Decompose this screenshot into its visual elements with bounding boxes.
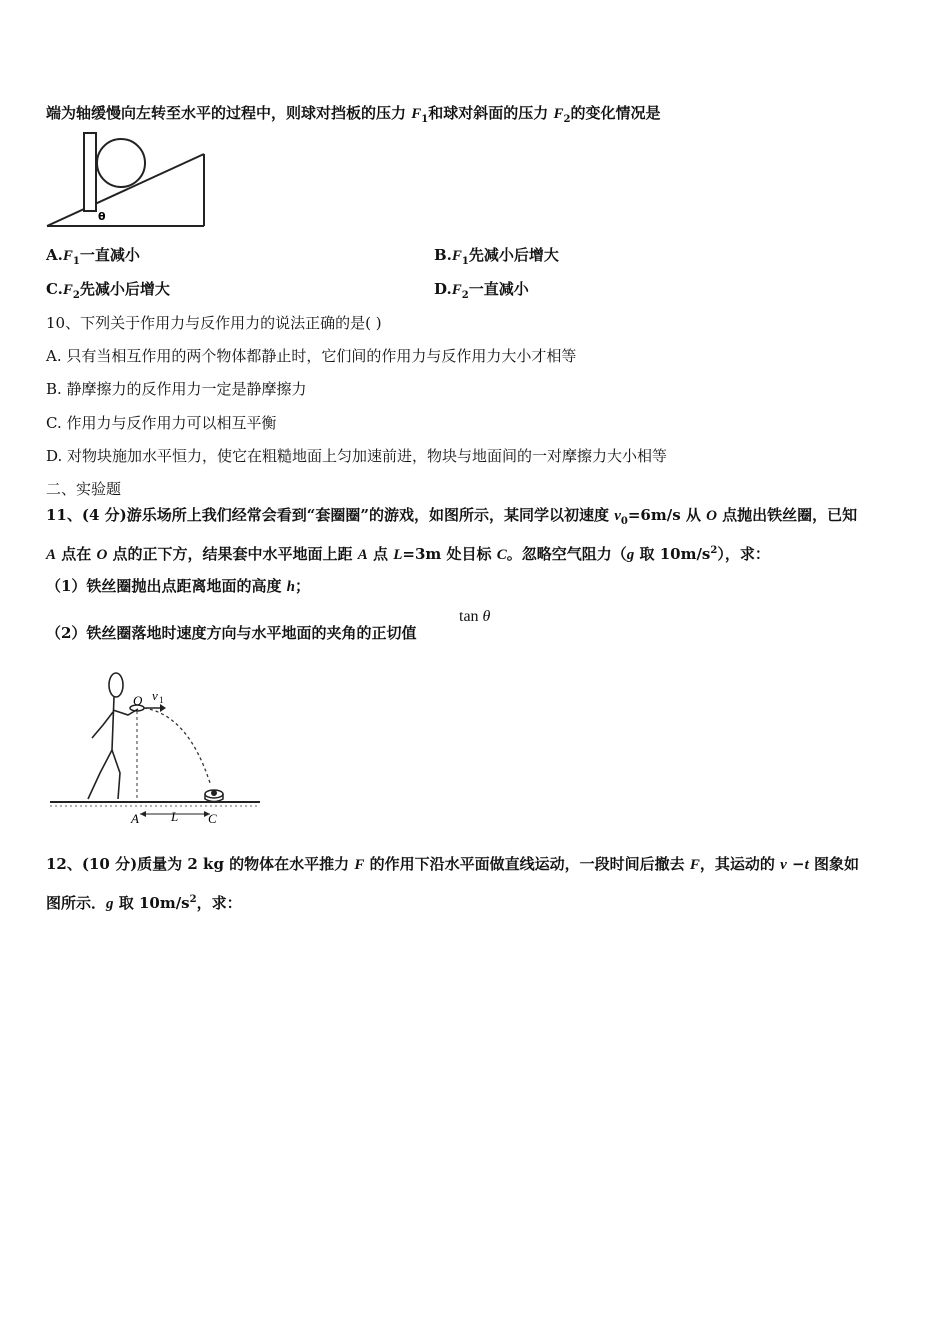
q10-stem: 10、下列关于作用力与反作用力的说法正确的是( ) [46,314,382,332]
q9-option-d: $D.F_2$一直减小 [434,280,529,301]
head [109,673,123,697]
trajectory [144,708,210,783]
board [84,133,96,211]
left-arm [92,712,113,738]
section-heading: 二、实验题 [46,480,122,498]
q10-option-b: B. 静摩擦力的反作用力一定是静摩擦力 [46,380,307,398]
target-center [211,790,217,796]
q11-part1: （1）铁丝圈抛出点距离地面的高度 h； [46,577,311,595]
right-arm [113,709,138,715]
label-v1: v [152,688,158,703]
q10-option-a: A. 只有当相互作用的两个物体都静止时，它们间的作用力与反作用力大小才相等 [46,347,577,365]
theta-label: θ [98,210,106,223]
label-O: O [133,693,143,708]
q11-line2: A 点在 O 点的正下方，结果套中水平地面上距 A 点 L=3m 处目标 C。忽略空气阻力（g 取 $10m/s^2$），求： [46,545,770,563]
ring-toss-figure [48,665,263,830]
q12-line2: 图所示．g 取 $10m/s^2$，求： [46,894,242,912]
label-C: C [208,811,217,826]
torso [112,697,114,750]
q9-option-b: $B.F_1$先减小后增大 [434,246,559,267]
tan-theta: tan θ [459,608,491,625]
label-A: A [131,811,139,826]
q11-part2: （2）铁丝圈落地时速度方向与水平地面的夹角的正切值 [46,624,417,642]
q9-option-c: $C.F_2$先减小后增大 [46,280,170,301]
incline-figure [44,128,209,230]
q10-option-c: C. 作用力与反作用力可以相互平衡 [46,414,277,432]
right-leg [112,750,120,799]
q9-option-a: $A.F_1$一直减小 [46,246,140,267]
q11-line1: 11、(4 分)游乐场所上我们经常会看到“套圈圈”的游戏，如图所示，某同学以初速度 $v_0=6m/s$ 从 O 点抛出铁丝圈，已知 [46,506,858,527]
q10-option-d: D. 对物块施加水平恒力，使它在粗糙地面上匀加速前进，物块与地面间的一对摩擦力大小相等 [46,447,668,465]
label-L: L [171,809,179,824]
ball [97,139,145,187]
q9-stem: 端为轴缓慢向左转至水平的过程中，则球对挡板的压力 $F_1$和球对斜面的压力 $F_2$的变化情况是 [46,104,661,125]
left-leg [88,750,112,799]
arrowhead [160,704,166,712]
label-v1-sub: 1 [159,695,164,705]
q12-line1: 12、(10 分)质量为 2 kg 的物体在水平推力 F 的作用下沿水平面做直线运动，一段时间后撤去 F，其运动的 v −t 图象如 [46,855,859,873]
